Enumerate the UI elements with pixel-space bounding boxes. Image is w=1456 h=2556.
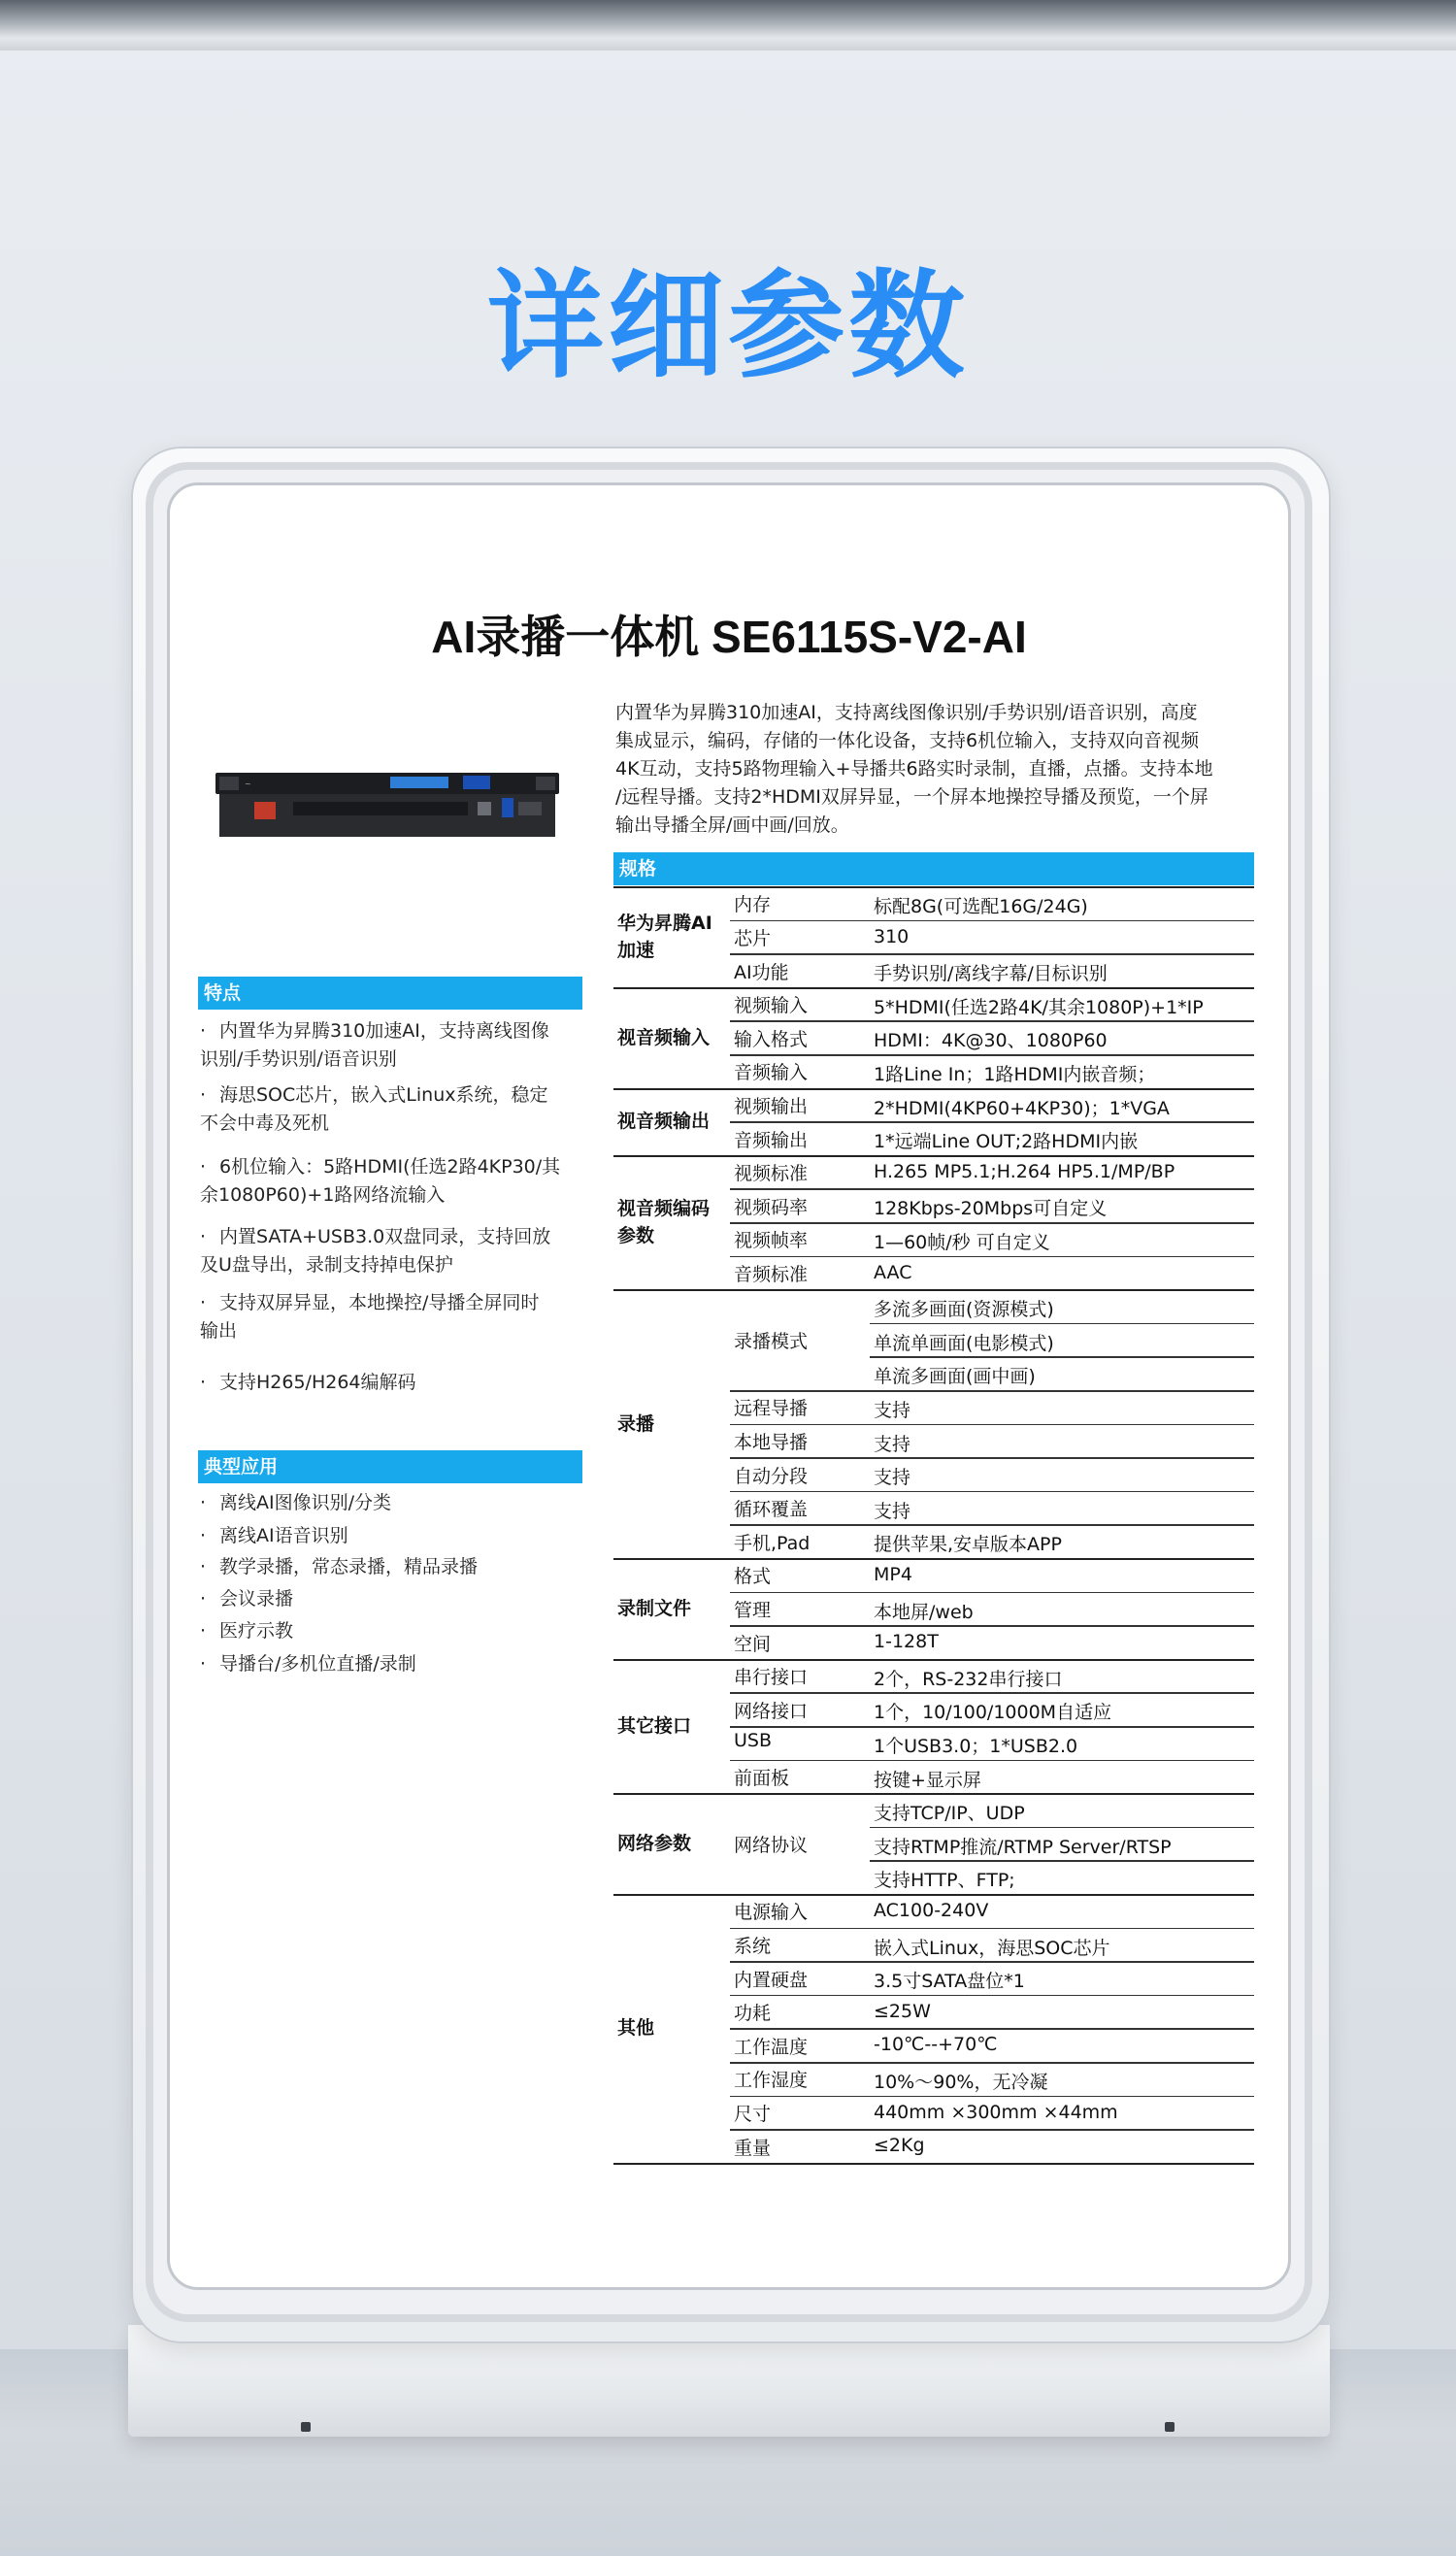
spec-sub-label: 网络接口 [734,1700,809,1722]
spec-sub-label: 工作温度 [734,2036,809,2058]
spec-category-label [617,1108,710,1135]
row-divider [730,953,870,955]
row-divider [870,1760,1254,1762]
spec-category-line: 视音频输出 [617,1111,711,1133]
table-top-rule [613,886,1254,888]
top-frame-bar [0,0,1456,50]
spec-value: 1个USB3.0；1*USB2.0 [874,1736,1078,1757]
row-divider [730,1256,870,1258]
spec-value: 1-128T [874,1631,939,1653]
spec-value: HDMI：4K@30、1080P60 [874,1030,1108,1052]
spec-sub-label: 空间 [734,1633,772,1655]
category-rule [613,1659,1254,1661]
spec-value: ≤25W [874,2000,931,2022]
spec-value: 标配8G(可选配16G/24G) [874,896,1088,917]
spec-sub-label: 格式 [734,1566,772,1588]
spec-category-line: 视音频输入 [617,1026,711,1048]
spec-category-label [617,1024,710,1051]
spec-category-label [617,1712,691,1740]
spec-category-label [617,2014,654,2041]
stand-foot-right [1165,2422,1175,2432]
category-rule [613,1155,1254,1157]
spec-value: 按键+显示屏 [874,1769,981,1791]
spec-sub-label: 电源输入 [734,1902,809,1924]
applications-header: 典型应用 [198,1450,582,1483]
category-rule [613,1894,1254,1896]
product-intro [615,699,1256,840]
application-item: · 离线AI语音识别 [200,1525,348,1546]
row-divider [730,920,870,922]
row-divider [870,2129,1254,2131]
feature-item: · 支持H265/H264编解码 [200,1372,416,1393]
intro-line: 4K互动，支持5路物理输入+导播共6路实时录制，直播，点播。支持本地 [615,758,1213,780]
spec-sub-label: 音频输出 [734,1129,809,1151]
row-divider [730,2096,870,2098]
row-divider [870,1323,1254,1325]
spec-category-line: 视音频编码 [617,1198,711,1219]
spec-value: 支持HTTP、FTP; [874,1870,1015,1892]
spec-category-line: 加速 [617,939,655,961]
row-divider [870,1188,1254,1190]
feature-item: · 内置SATA+USB3.0双盘同录，支持回放 及U盘导出，录制支持掉电保护 [200,1226,551,1276]
spec-value: H.265 MP5.1;H.264 HP5.1/MP/BP [874,1160,1175,1182]
category-rule [613,1558,1254,1560]
row-divider [870,1625,1254,1627]
row-divider [730,1020,870,1022]
spec-value: 1—60帧/秒 可自定义 [874,1232,1050,1253]
spec-value: AAC [874,1261,912,1283]
row-divider [870,1054,1254,1056]
spec-sub-label: 自动分段 [734,1465,809,1487]
row-divider [870,2062,1254,2064]
spec-value: 多流多画面(资源模式) [874,1299,1054,1321]
row-divider [870,1692,1254,1694]
category-rule [613,2163,1254,2165]
row-divider [870,1390,1254,1392]
row-divider [730,1222,870,1224]
row-divider [870,1860,1254,1862]
spec-sub-label: 视频输入 [734,995,809,1017]
row-divider [870,1424,1254,1426]
page-heading: 详细参数 [487,259,969,394]
intro-line: 输出导播全屏/画中画/回放。 [615,814,849,836]
features-header: 特点 [198,977,582,1010]
device-image [215,769,559,841]
spec-category-label [617,1411,654,1438]
spec-value: 提供苹果,安卓版本APP [874,1534,1062,1556]
spec-category-line: 其他 [617,2017,655,2040]
row-divider [730,1188,870,1190]
spec-category-label [617,1195,710,1249]
row-divider [730,1424,870,1426]
spec-value: 嵌入式Linux，海思SOC芯片 [874,1937,1110,1959]
row-divider [870,920,1254,922]
row-divider [730,1054,870,1056]
spec-sub-label: 循环覆盖 [734,1499,809,1521]
spec-value: 支持 [874,1433,911,1455]
row-divider [870,1256,1254,1258]
feature-item: · 支持双屏异显，本地操控/导播全屏同时 输出 [200,1292,540,1342]
spec-value: 310 [874,925,910,947]
row-divider [730,2028,870,2030]
spec-value: 支持 [874,1400,911,1421]
row-divider [730,1961,870,1963]
row-divider [870,1457,1254,1459]
spec-value: 3.5寸SATA盘位*1 [874,1971,1025,1993]
spec-category-line: 参数 [617,1225,655,1246]
spec-sub-label: 输入格式 [734,1028,809,1050]
row-divider [870,1592,1254,1594]
spec-sub-label: AI功能 [734,961,789,983]
spec-value: 单流单画面(电影模式) [874,1332,1054,1354]
spec-sub-label: 重量 [734,2137,772,2159]
spec-value: ≤2Kg [874,2135,925,2157]
feature-item: · 海思SOC芯片，嵌入式Linux系统，稳定 不会中毒及死机 [200,1084,548,1134]
row-divider [870,1121,1254,1123]
row-divider [730,1726,870,1728]
intro-line: 内置华为昇腾310加速AI，支持离线图像识别/手势识别/语音识别，高度 [615,702,1198,723]
spec-sub-label: 视频帧率 [734,1230,809,1252]
spec-sub-label: 本地导播 [734,1431,809,1453]
intro-line: /远程导播。支持2*HDMI双屏异显，一个屏本地操控导播及预览，一个屏 [615,786,1208,808]
row-divider [730,2129,870,2131]
spec-value: 1*远端Line OUT;2路HDMI内嵌 [874,1131,1139,1153]
spec-category-line: 华为昇腾AI [617,912,712,934]
spec-sub-label: 音频输入 [734,1062,809,1084]
spec-sub-label: 视频标准 [734,1163,809,1185]
spec-sub-label: 网络协议 [734,1835,809,1857]
spec-sub-label: 工作湿度 [734,2070,809,2092]
spec-value: 支持 [874,1500,911,1522]
spec-category-line: 网络参数 [617,1833,692,1855]
applications-list [200,1489,580,1703]
spec-value: 支持 [874,1467,911,1489]
spec-value: 手势识别/离线字幕/目标识别 [874,963,1108,985]
row-divider [870,1222,1254,1224]
row-divider [870,1995,1254,1997]
feature-item: · 内置华为昇腾310加速AI，支持离线图像 识别/手势识别/语音识别 [200,1020,549,1070]
spec-category-label [617,1830,691,1857]
spec-value: AC100-240V [874,1900,989,1921]
row-divider [730,1390,870,1392]
svg-text:~: ~ [245,780,251,788]
product-title: AI录播一体机 SE6115S-V2-AI [431,612,1027,662]
spec-value: 440mm ×300mm ×44mm [874,2101,1118,2123]
row-divider [730,1457,870,1459]
row-divider [870,1827,1254,1829]
spec-value: 2个，RS-232串行接口 [874,1668,1063,1690]
spec-value: 1路Line In；1路HDMI内嵌音频； [874,1064,1156,1085]
row-divider [870,953,1254,955]
spec-sub-label: 手机,Pad [734,1532,811,1554]
category-rule [613,987,1254,989]
row-divider [870,1356,1254,1358]
row-divider [870,1020,1254,1022]
spec-sub-label: 管理 [734,1599,772,1621]
row-divider [730,1592,870,1594]
row-divider [730,1760,870,1762]
row-divider [730,1121,870,1123]
spec-value: 2*HDMI(4KP60+4KP30)；1*VGA [874,1097,1170,1119]
category-rule [613,1793,1254,1795]
spec-sub-label: 前面板 [734,1767,790,1789]
spec-value: 单流多画面(画中画) [874,1366,1036,1388]
row-divider [730,1928,870,1930]
features-list [200,1017,580,1406]
spec-sub-label: 系统 [734,1935,772,1957]
spec-value: 10%～90%，无冷凝 [874,2072,1048,2093]
category-rule [613,1088,1254,1090]
spec-value: -10℃--+70℃ [874,2034,998,2056]
spec-category-label [617,1595,691,1622]
spec-header: 规格 [613,852,1254,885]
application-item: · 导播台/多机位直播/录制 [200,1653,416,1675]
application-item: · 会议录播 [200,1588,294,1610]
row-divider [870,2096,1254,2098]
stand-foot-left [301,2422,311,2432]
spec-category-line: 其它接口 [617,1715,692,1737]
row-divider [870,1961,1254,1963]
spec-value: 5*HDMI(任选2路4K/其余1080P)+1*IP [874,996,1204,1018]
spec-category-label [617,910,712,964]
spec-sub-label: 视频码率 [734,1196,809,1218]
spec-value: 1个，10/100/1000M自适应 [874,1702,1112,1724]
spec-sub-label: 音频标准 [734,1263,809,1285]
spec-category-line: 录制文件 [617,1597,692,1619]
spec-value: MP4 [874,1564,912,1585]
spec-sub-label: USB [734,1730,773,1752]
spec-sub-label: 录播模式 [734,1331,809,1353]
application-item: · 医疗示教 [200,1620,294,1642]
row-divider [870,1726,1254,1728]
spec-sub-label: 功耗 [734,2003,772,2025]
spec-value: 128Kbps-20Mbps可自定义 [874,1198,1108,1220]
spec-sub-label: 串行接口 [734,1667,809,1689]
row-divider [730,1692,870,1694]
spec-sub-label: 远程导播 [734,1398,809,1420]
row-divider [730,1625,870,1627]
intro-line: 集成显示，编码，存储的一体化设备，支持6机位输入，支持双向音视频 [615,730,1200,751]
spec-sub-label: 尺寸 [734,2103,772,2125]
spec-sub-label: 视频输出 [734,1095,809,1117]
spec-value: 支持RTMP推流/RTMP Server/RTSP [874,1836,1172,1858]
row-divider [870,1491,1254,1493]
spec-value: 本地屏/web [874,1601,974,1623]
spec-value: 支持TCP/IP、UDP [874,1803,1025,1825]
category-rule [613,1289,1254,1291]
row-divider [870,1524,1254,1526]
row-divider [870,2028,1254,2030]
spec-category-line: 录播 [617,1412,655,1435]
row-divider [730,2062,870,2064]
spec-sub-label: 芯片 [734,927,772,949]
row-divider [730,1491,870,1493]
row-divider [730,1524,870,1526]
spec-sub-label: 内置硬盘 [734,1969,809,1991]
spec-sub-label: 内存 [734,894,772,916]
row-divider [870,1928,1254,1930]
application-item: · 离线AI图像识别/分类 [200,1492,392,1513]
row-divider [730,1995,870,1997]
feature-item: · 6机位输入：5路HDMI(任选2路4KP30/其 余1080P60)+1路网络流输入 [200,1156,561,1206]
application-item: · 教学录播，常态录播，精品录播 [200,1556,479,1577]
